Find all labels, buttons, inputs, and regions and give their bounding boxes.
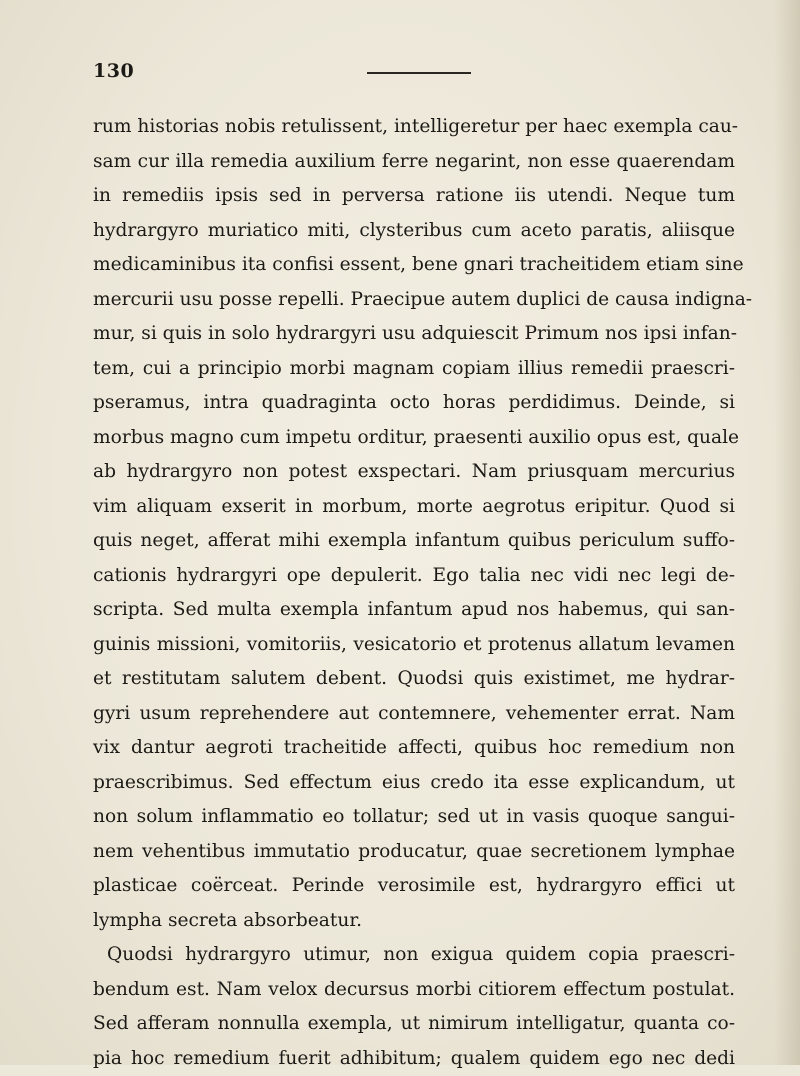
text-line: bendum est. Nam velox decursus morbi citiorem effectum postulat. <box>93 973 735 1008</box>
text-line: plasticae coërceat. Perinde verosimile est, hydrargyro effici ut <box>93 869 735 904</box>
text-line: rum historias nobis retulissent, intelligeretur per haec exempla cau- <box>93 110 735 145</box>
body-text <box>93 110 735 1076</box>
text-line: cationis hydrargyri ope depulerit. Ego talia nec vidi nec legi de- <box>93 559 735 594</box>
text-line: mur, si quis in solo hydrargyri usu adquiescit Primum nos ipsi infan- <box>93 317 735 352</box>
text-line: pia hoc remedium fuerit adhibitum; qualem quidem ego nec dedi <box>93 1042 735 1076</box>
text-line: scripta. Sed multa exempla infantum apud nos habemus, qui san- <box>93 593 735 628</box>
text-line: gyri usum reprehendere aut contemnere, vehementer errat. Nam <box>93 697 735 732</box>
header-rule <box>367 72 471 74</box>
text-line: hydrargyro muriatico miti, clysteribus cum aceto paratis, aliisque <box>93 214 735 249</box>
text-line: in remediis ipsis sed in perversa ratione iis utendi. Neque tum <box>93 179 735 214</box>
page-number: 130 <box>93 60 134 82</box>
text-line: praescribimus. Sed effectum eius credo ita esse explicandum, ut <box>93 766 735 801</box>
text-line: tem, cui a principio morbi magnam copiam illius remedii praescri- <box>93 352 735 387</box>
text-line: quis neget, afferat mihi exempla infantum quibus periculum suffo- <box>93 524 735 559</box>
text-line: Quodsi hydrargyro utimur, non exigua quidem copia praescri- <box>93 938 735 973</box>
text-line: non solum inflammatio eo tollatur; sed ut in vasis quoque sangui- <box>93 800 735 835</box>
text-line: nem vehentibus immutatio producatur, quae secretionem lymphae <box>93 835 735 870</box>
text-line: vim aliquam exserit in morbum, morte aegrotus eripitur. Quod si <box>93 490 735 525</box>
text-line: pseramus, intra quadraginta octo horas perdidimus. Deinde, si <box>93 386 735 421</box>
text-line: lympha secreta absorbeatur. <box>93 904 735 939</box>
text-line: morbus magno cum impetu orditur, praesenti auxilio opus est, quale <box>93 421 735 456</box>
text-line: sam cur illa remedia auxilium ferre negarint, non esse quaerendam <box>93 145 735 180</box>
text-line: ab hydrargyro non potest exspectari. Nam priusquam mercurius <box>93 455 735 490</box>
text-line: vix dantur aegroti tracheitide affecti, quibus hoc remedium non <box>93 731 735 766</box>
text-line: et restitutam salutem debent. Quodsi quis existimet, me hydrar- <box>93 662 735 697</box>
page-edge-shadow <box>774 0 800 1065</box>
text-line: guinis missioni, vomitoriis, vesicatorio et protenus allatum levamen <box>93 628 735 663</box>
text-line: medicaminibus ita confisi essent, bene gnari tracheitidem etiam sine <box>93 248 735 283</box>
text-line: mercurii usu posse repelli. Praecipue autem duplici de causa indigna- <box>93 283 735 318</box>
text-line: Sed afferam nonnulla exempla, ut nimirum intelligatur, quanta co- <box>93 1007 735 1042</box>
